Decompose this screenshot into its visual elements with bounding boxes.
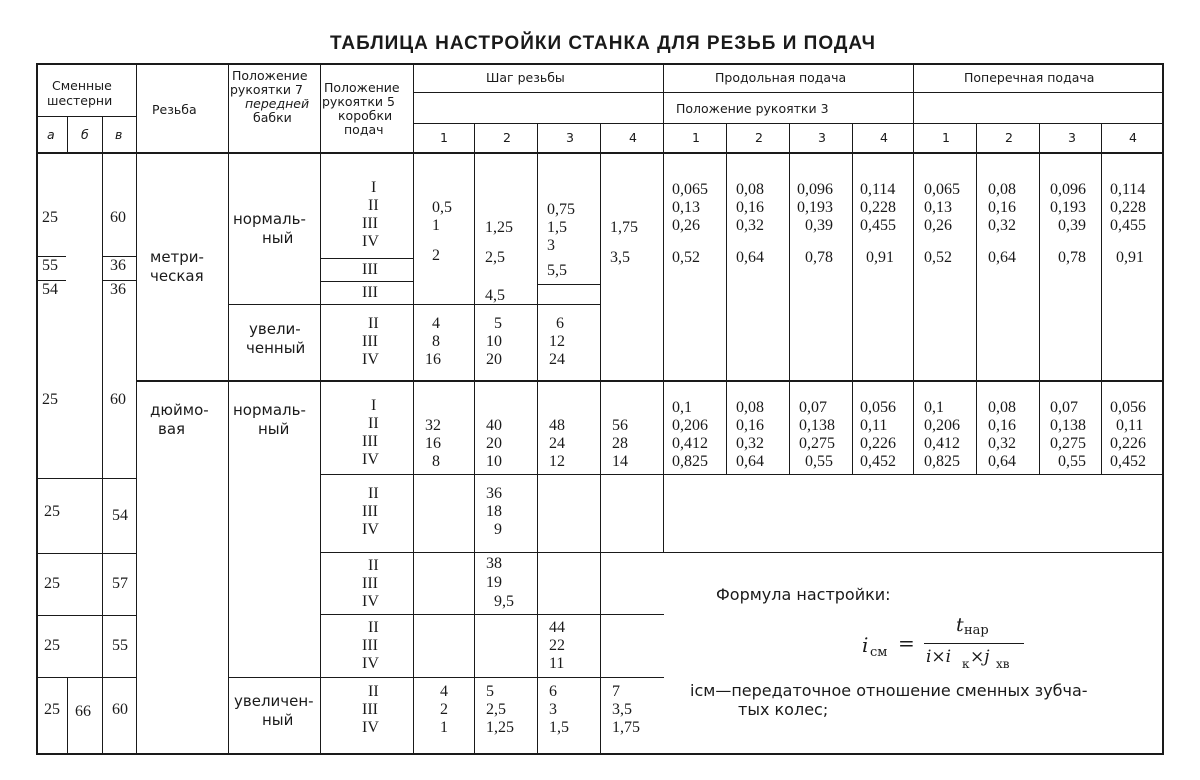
inch-lf4-c: 0,226 <box>860 435 896 452</box>
inch-lf4-a: 0,056 <box>860 399 896 416</box>
metric-cf4-c: 0,455 <box>1110 217 1146 234</box>
thread-header: Резьба <box>152 102 197 117</box>
gears-header-line2: шестерни <box>47 93 113 108</box>
row66-p2-a: 5 <box>486 683 494 700</box>
col-num-cf1: 1 <box>942 130 950 145</box>
row66-roman-3: IV <box>362 719 379 736</box>
col-num-cf4: 4 <box>1129 130 1137 145</box>
inch-p1-c: 8 <box>432 453 440 470</box>
inch-lf3-a: 0,07 <box>799 399 827 416</box>
inch-lf3-d: 0,55 <box>805 453 833 470</box>
col-num-cf2: 2 <box>1005 130 1013 145</box>
metric-cf2-d: 0,64 <box>988 249 1016 266</box>
inch-p4-b: 28 <box>612 435 628 452</box>
row54-p2-c: 9 <box>494 521 502 538</box>
inch-cf3-b: 0,138 <box>1050 417 1086 434</box>
formula-lhs: i <box>862 633 869 657</box>
inch-cf1-c: 0,412 <box>924 435 960 452</box>
handle7-header-l3: передней <box>245 96 310 111</box>
metric-roman-5: III <box>362 261 378 278</box>
metric-inc-p1-c: 16 <box>425 351 441 368</box>
row66-inc-l2: ный <box>262 711 294 729</box>
inch-roman-4: IV <box>362 451 379 468</box>
metric-inc-roman-1: II <box>368 315 379 332</box>
inch-cf4-d: 0,452 <box>1110 453 1146 470</box>
row55-gear-a: 25 <box>44 637 60 654</box>
metric-inc-p1-b: 8 <box>432 333 440 350</box>
formula-note-l1: iсм—передаточное отношение сменных зубча- <box>690 681 1088 700</box>
metric-lf4-d: 0,91 <box>866 249 894 266</box>
inch-p1-a: 32 <box>425 417 441 434</box>
row66-p3-c: 1,5 <box>549 719 569 736</box>
metric-gear-v-60: 60 <box>110 209 126 226</box>
gear-a-divider-2 <box>36 553 136 554</box>
inch-gear-a-25: 25 <box>42 391 58 408</box>
inch-lf4-b: 0,11 <box>860 417 888 434</box>
inch-cf3-a: 0,07 <box>1050 399 1078 416</box>
inch-p3-c: 12 <box>549 453 565 470</box>
metric-gear-a-25: 25 <box>42 209 58 226</box>
inch-row54-divider <box>320 474 1164 475</box>
inch-lf2-a: 0,08 <box>736 399 764 416</box>
handle5-header-l3: коробки <box>338 108 393 123</box>
formula-num: t <box>956 614 964 636</box>
metric-thread-l1: метри- <box>150 248 204 266</box>
formula-expression <box>862 614 1032 671</box>
inch-lf1-b: 0,206 <box>672 417 708 434</box>
inch-cf3-c: 0,275 <box>1050 435 1086 452</box>
metric-p2-c: 4,5 <box>485 287 505 304</box>
metric-lf2-c: 0,32 <box>736 217 764 234</box>
row66-p4-b: 3,5 <box>612 701 632 718</box>
metric-p1-c: 2 <box>432 247 440 264</box>
handle5-header-l1: Положение <box>324 80 400 95</box>
col-num-p4: 4 <box>629 130 637 145</box>
row66-p4-a: 7 <box>612 683 620 700</box>
formula-den-mid: ×j <box>970 647 990 667</box>
col-line-lf4 <box>852 124 853 474</box>
metric-normal-l2: ный <box>262 229 294 247</box>
col-line-p1 <box>413 63 414 755</box>
inch-p2-c: 10 <box>486 453 502 470</box>
metric-inc-p3-b: 12 <box>549 333 565 350</box>
metric-cf1-d: 0,52 <box>924 249 952 266</box>
cross-feed-header: Поперечная подача <box>964 70 1095 85</box>
metric-lf3-a: 0,096 <box>797 181 833 198</box>
col-line-lf3 <box>789 124 790 474</box>
col-line-h7 <box>228 63 229 755</box>
metric-lf2-a: 0,08 <box>736 181 764 198</box>
formula-num-sub: нар <box>964 623 989 638</box>
row66-gear-v: 60 <box>112 701 128 718</box>
row57-gear-v: 57 <box>112 575 128 592</box>
metric-cf4-b: 0,228 <box>1110 199 1146 216</box>
row54-roman-3: IV <box>362 521 379 538</box>
row66-roman-1: II <box>368 683 379 700</box>
col-line-lf1 <box>663 63 664 553</box>
metric-inc-p3-a: 6 <box>556 315 564 332</box>
gear-a-divider-3 <box>36 615 136 616</box>
inch-cf2-a: 0,08 <box>988 399 1016 416</box>
formula-heading: Формула настройки: <box>716 585 891 604</box>
metric-p2-a: 1,25 <box>485 219 513 236</box>
inch-lf3-b: 0,138 <box>799 417 835 434</box>
metric-sub-line-2 <box>320 281 413 282</box>
formula-note-l2: тых колес; <box>738 700 829 719</box>
inch-p3-a: 48 <box>549 417 565 434</box>
inch-lf2-d: 0,64 <box>736 453 764 470</box>
row57-roman-2: III <box>362 575 378 592</box>
metric-p3-b: 1,5 <box>547 219 567 236</box>
row54-p2-a: 36 <box>486 485 502 502</box>
metric-p3-a: 0,75 <box>547 201 575 218</box>
metric-gear-v-36b: 36 <box>110 281 126 298</box>
metric-inc-p2-a: 5 <box>494 315 502 332</box>
col-line-v <box>102 117 103 154</box>
col-num-p1: 1 <box>440 130 448 145</box>
metric-inc-roman-3: IV <box>362 351 379 368</box>
gear-a-header: а <box>47 127 55 142</box>
col-line-cf4 <box>1101 124 1102 474</box>
inch-cf4-a: 0,056 <box>1110 399 1146 416</box>
inch-p2-b: 20 <box>486 435 502 452</box>
inch-cf4-b: 0,11 <box>1116 417 1144 434</box>
inch-lf2-c: 0,32 <box>736 435 764 452</box>
inch-cf2-d: 0,64 <box>988 453 1016 470</box>
long-feed-header: Продольная подача <box>715 70 847 85</box>
formula-lhs-sub: см <box>870 645 888 660</box>
handle7-header-l2: рукоятки 7 <box>230 82 303 97</box>
metric-cf1-c: 0,26 <box>924 217 952 234</box>
metric-thread-l2: ческая <box>150 267 204 285</box>
inch-normal-l1: нормаль- <box>233 401 306 419</box>
row66-p1-b: 2 <box>440 701 448 718</box>
row55-roman-1: II <box>368 619 379 636</box>
metric-inc-p2-c: 20 <box>486 351 502 368</box>
inch-cf1-b: 0,206 <box>924 417 960 434</box>
row57-roman-3: IV <box>362 593 379 610</box>
row55-p3-a: 44 <box>549 619 565 636</box>
inch-thread-l2: вая <box>158 420 186 438</box>
inch-cf2-b: 0,16 <box>988 417 1016 434</box>
row55-gear-v: 55 <box>112 637 128 654</box>
metric-lf4-a: 0,114 <box>860 181 896 198</box>
row66-roman-2: III <box>362 701 378 718</box>
row55-p3-c: 11 <box>549 655 565 672</box>
metric-cf3-d: 0,78 <box>1058 249 1086 266</box>
formula-den-sub1: к <box>962 657 970 671</box>
formula-fraction-bar <box>924 643 1024 644</box>
row66-p4-c: 1,75 <box>612 719 640 736</box>
frame-left <box>36 63 38 755</box>
inch-normal-l2: ный <box>258 420 290 438</box>
gear-a-divider-1 <box>36 478 136 479</box>
gear-b-col-line <box>67 678 68 755</box>
metric-lf4-c: 0,455 <box>860 217 896 234</box>
metric-roman-6: III <box>362 284 378 301</box>
metric-inc-l2: ченный <box>246 339 306 357</box>
metric-sub-line-3 <box>537 284 600 285</box>
metric-p2-b: 2,5 <box>485 249 505 266</box>
inch-cf2-c: 0,32 <box>988 435 1016 452</box>
col-num-lf1: 1 <box>692 130 700 145</box>
col-line-cf1 <box>913 63 914 474</box>
gears-subheader-line <box>36 116 136 117</box>
metric-inc-divider <box>228 304 600 305</box>
col-line-h5 <box>320 63 321 755</box>
inch-p4-c: 14 <box>612 453 628 470</box>
inch-lf1-a: 0,1 <box>672 399 692 416</box>
metric-lf1-c: 0,26 <box>672 217 700 234</box>
metric-cf3-b: 0,193 <box>1050 199 1086 216</box>
col-num-cf3: 3 <box>1068 130 1076 145</box>
row57-p2-b: 19 <box>486 574 502 591</box>
row57-gear-a: 25 <box>44 575 60 592</box>
inch-roman-1: I <box>371 397 377 414</box>
handle3-header: Положение рукоятки 3 <box>676 101 829 116</box>
pitch-header: Шаг резьбы <box>486 70 565 85</box>
row66-gear-a: 25 <box>44 701 60 718</box>
metric-sub-line-1 <box>320 258 413 259</box>
row54-gear-v: 54 <box>112 507 128 524</box>
metric-roman-1: I <box>371 179 377 196</box>
formula-den: i×i <box>926 647 952 667</box>
handle5-header-l4: подач <box>344 122 384 137</box>
row66-p1-a: 4 <box>440 683 448 700</box>
row54-gear-a: 25 <box>44 503 60 520</box>
col-num-lf2: 2 <box>755 130 763 145</box>
metric-lf3-b: 0,193 <box>797 199 833 216</box>
gear-v-col-line <box>102 154 103 755</box>
metric-gear-v-36a: 36 <box>110 257 126 274</box>
row57-row55-divider <box>320 614 664 615</box>
metric-normal-l1: нормаль- <box>233 210 306 228</box>
inch-gear-v-60: 60 <box>110 391 126 408</box>
metric-inch-divider <box>136 380 1164 382</box>
inch-p3-b: 24 <box>549 435 565 452</box>
formula-den-sub2: хв <box>996 657 1010 671</box>
metric-lf3-d: 0,78 <box>805 249 833 266</box>
inch-lf1-d: 0,825 <box>672 453 708 470</box>
metric-cf2-c: 0,32 <box>988 217 1016 234</box>
metric-p4-b: 3,5 <box>610 249 630 266</box>
formula-eq: = <box>898 631 915 655</box>
metric-p3-d: 5,5 <box>547 262 567 279</box>
metric-lf1-d: 0,52 <box>672 249 700 266</box>
row55-roman-3: IV <box>362 655 379 672</box>
col-num-lf4: 4 <box>880 130 888 145</box>
inch-thread-l1: дюймо- <box>150 401 209 419</box>
row54-roman-1: II <box>368 485 379 502</box>
gear-v-header: в <box>115 127 123 142</box>
inch-cf3-d: 0,55 <box>1058 453 1086 470</box>
gear-a-divider-4 <box>36 677 136 678</box>
col-line-lf2 <box>726 124 727 474</box>
inch-p4-a: 56 <box>612 417 628 434</box>
metric-lf2-d: 0,64 <box>736 249 764 266</box>
metric-lf3-c: 0,39 <box>805 217 833 234</box>
metric-cf3-a: 0,096 <box>1050 181 1086 198</box>
inch-lf1-c: 0,412 <box>672 435 708 452</box>
metric-roman-3: III <box>362 215 378 232</box>
metric-p1-b: 1 <box>432 217 440 234</box>
row55-roman-2: III <box>362 637 378 654</box>
metric-inc-p3-c: 24 <box>549 351 565 368</box>
inch-cf1-a: 0,1 <box>924 399 944 416</box>
gears-header-line1: Сменные <box>52 78 112 93</box>
col-line-b <box>67 117 68 154</box>
row66-p2-b: 2,5 <box>486 701 506 718</box>
metric-p4-a: 1,75 <box>610 219 638 236</box>
row66-p3-a: 6 <box>549 683 557 700</box>
row55-p3-b: 22 <box>549 637 565 654</box>
metric-lf2-b: 0,16 <box>736 199 764 216</box>
metric-cf4-d: 0,91 <box>1116 249 1144 266</box>
row57-roman-1: II <box>368 557 379 574</box>
metric-inc-roman-2: III <box>362 333 378 350</box>
metric-roman-2: II <box>368 197 379 214</box>
metric-cf3-c: 0,39 <box>1058 217 1086 234</box>
metric-lf1-b: 0,13 <box>672 199 700 216</box>
col-line-p4 <box>600 124 601 755</box>
row57-p2-a: 38 <box>486 555 502 572</box>
inch-p1-b: 16 <box>425 435 441 452</box>
col-line-cf2 <box>976 124 977 474</box>
inch-p2-a: 40 <box>486 417 502 434</box>
row66-p3-b: 3 <box>549 701 557 718</box>
metric-cf4-a: 0,114 <box>1110 181 1146 198</box>
metric-cf1-a: 0,065 <box>924 181 960 198</box>
metric-gear-a-54: 54 <box>42 281 58 298</box>
metric-lf1-a: 0,065 <box>672 181 708 198</box>
row66-p1-c: 1 <box>440 719 448 736</box>
metric-cf2-a: 0,08 <box>988 181 1016 198</box>
col-num-p3: 3 <box>566 130 574 145</box>
col-num-p2: 2 <box>503 130 511 145</box>
col-line-p2 <box>474 124 475 755</box>
inch-cf1-d: 0,825 <box>924 453 960 470</box>
metric-cf2-b: 0,16 <box>988 199 1016 216</box>
inch-lf3-c: 0,275 <box>799 435 835 452</box>
metric-p3-c: 3 <box>547 237 555 254</box>
row66-gear-b: 66 <box>75 703 91 720</box>
handle5-header-l2: рукоятки 5 <box>322 94 395 109</box>
row54-roman-2: III <box>362 503 378 520</box>
row66-inc-l1: увеличен- <box>234 692 314 710</box>
row54-p2-b: 18 <box>486 503 502 520</box>
col-line-thread <box>136 63 137 755</box>
row57-p2-c: 9,5 <box>494 593 514 610</box>
col-line-cf3 <box>1039 124 1040 474</box>
handle7-header-l4: бабки <box>253 110 292 125</box>
row54-row57-divider <box>320 552 1164 553</box>
inch-roman-2: II <box>368 415 379 432</box>
row55-row66-divider <box>228 677 664 678</box>
metric-lf4-b: 0,228 <box>860 199 896 216</box>
frame-right <box>1162 63 1164 755</box>
metric-inc-p2-b: 10 <box>486 333 502 350</box>
metric-inc-l1: увели- <box>249 320 301 338</box>
handle7-header-l1: Положение <box>232 68 308 83</box>
metric-inc-p1-a: 4 <box>432 315 440 332</box>
inch-cf4-c: 0,226 <box>1110 435 1146 452</box>
metric-gear-a-55: 55 <box>42 257 58 274</box>
metric-roman-4: IV <box>362 233 379 250</box>
row66-p2-c: 1,25 <box>486 719 514 736</box>
col-line-p3 <box>537 124 538 755</box>
metric-cf1-b: 0,13 <box>924 199 952 216</box>
metric-p1-a: 0,5 <box>432 199 452 216</box>
inch-lf4-d: 0,452 <box>860 453 896 470</box>
feed-header-line-1 <box>413 92 1164 93</box>
col-num-lf3: 3 <box>818 130 826 145</box>
inch-roman-3: III <box>362 433 378 450</box>
inch-lf2-b: 0,16 <box>736 417 764 434</box>
frame-top <box>36 63 1164 65</box>
page-title: ТАБЛИЦА НАСТРОЙКИ СТАНКА ДЛЯ РЕЗЬБ И ПОДАЧ <box>330 33 877 54</box>
gear-b-header: б <box>81 127 89 142</box>
